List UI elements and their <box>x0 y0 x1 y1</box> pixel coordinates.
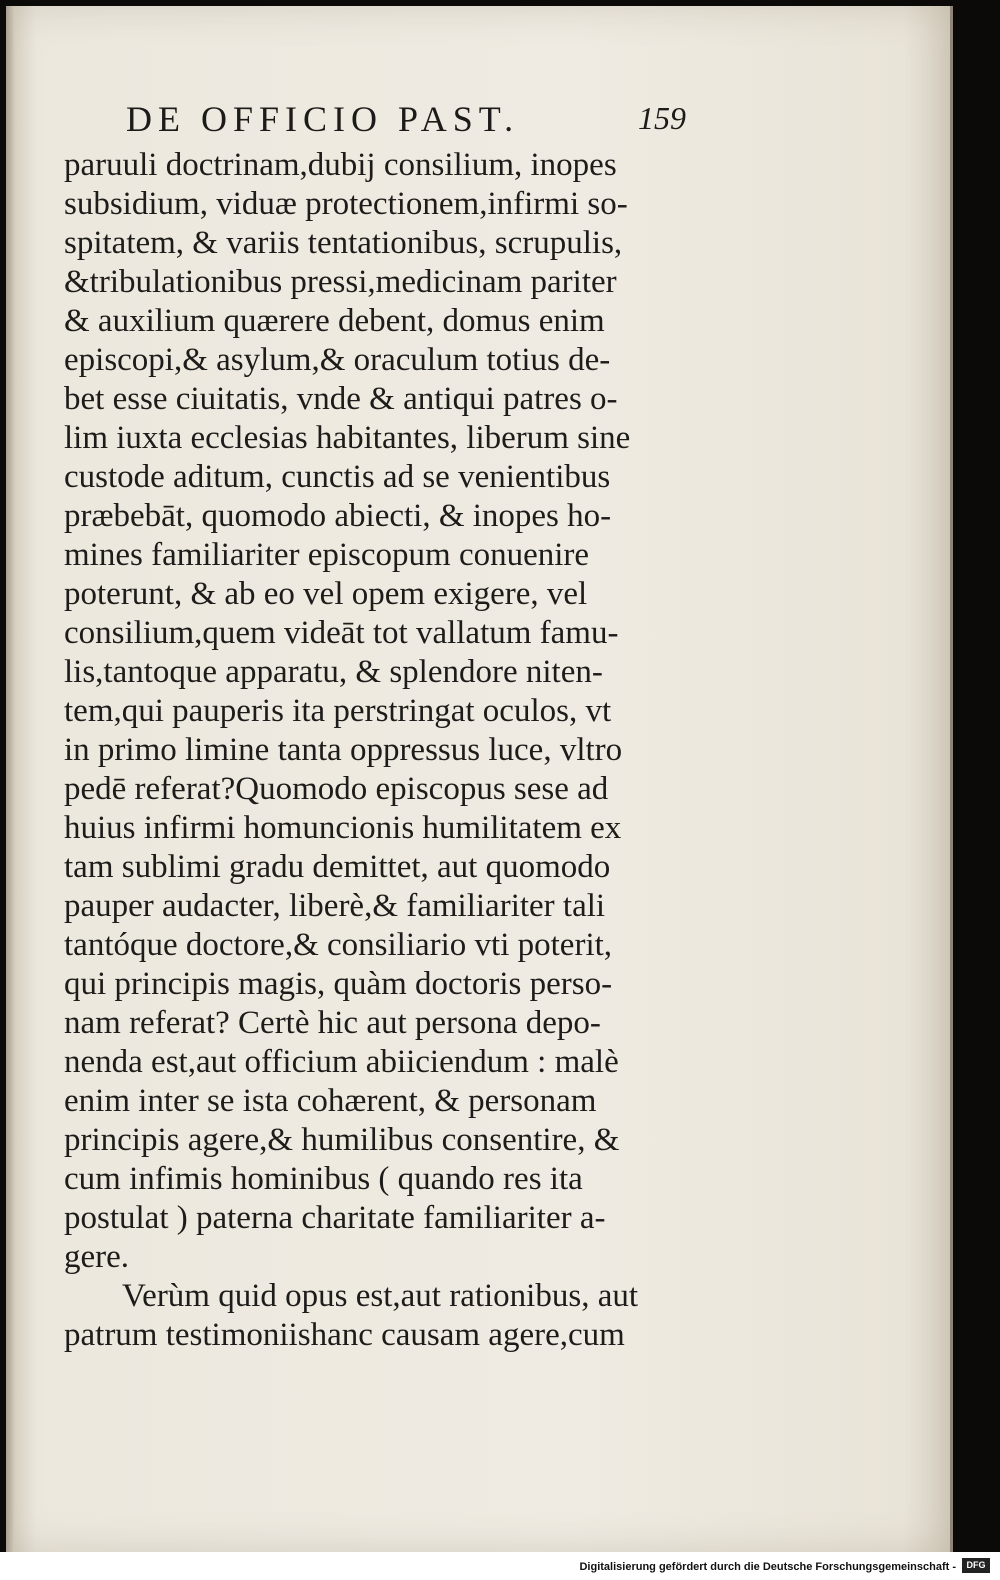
text-line: in primo limine tanta oppressus luce, vltro <box>64 732 623 768</box>
text-line: pedē referat?Quomodo episcopus sese ad <box>64 771 609 807</box>
dfg-logo: DFG <box>962 1558 990 1573</box>
text-line: qui principis magis, quàm doctoris perso- <box>64 966 613 1002</box>
text-line: tam sublimi gradu demittet, aut quomodo <box>64 849 611 885</box>
text-line: huius infirmi homuncionis humilitatem ex <box>64 810 622 846</box>
text-line: tantóque doctore,& consiliario vti poterit, <box>64 927 613 963</box>
text-line: nam referat? Certè hic aut persona depo- <box>64 1005 601 1041</box>
page-header <box>126 98 686 142</box>
page-gutter-edge <box>6 6 14 1552</box>
text-line: consilium,quem videāt tot vallatum famu- <box>64 615 619 651</box>
text-line: cum infimis hominibus ( quando res ita <box>64 1161 583 1197</box>
text-line: mines familiariter episcopum conuenire <box>64 537 590 573</box>
text-line: tem,qui pauperis ita perstringat oculos, vt <box>64 693 612 729</box>
page-number: 159 <box>638 100 686 136</box>
text-line: gere. <box>64 1239 130 1275</box>
text-line: custode aditum, cunctis ad se venientibus <box>64 459 611 495</box>
running-head: DE OFFICIO PAST. <box>126 99 520 139</box>
text-line: lim iuxta ecclesias habitantes, liberum sine <box>64 420 631 456</box>
digitization-credit-bar <box>0 1552 1000 1580</box>
text-line: spitatem, & variis tentationibus, scrupulis, <box>64 225 623 261</box>
text-line: & auxilium quærere debent, domus enim <box>64 303 605 339</box>
text-line: paruuli doctrinam,dubij consilium, inopes <box>64 147 617 183</box>
text-line: episcopi,& asylum,& oraculum totius de- <box>64 342 611 378</box>
text-line: lis,tantoque apparatu, & splendore niten- <box>64 654 603 690</box>
text-line: patrum testimoniishanc causam agere,cum <box>64 1317 625 1353</box>
body-text <box>64 146 714 1355</box>
text-line: præbebāt, quomodo abiecti, & inopes ho- <box>64 498 612 534</box>
text-line: nenda est,aut officium abiiciendum : malè <box>64 1044 619 1080</box>
text-line: poterunt, & ab eo vel opem exigere, vel <box>64 576 588 612</box>
text-line: &tribulationibus pressi,medicinam pariter <box>64 264 617 300</box>
book-page <box>6 6 953 1552</box>
text-line: principis agere,& humilibus consentire, & <box>64 1122 620 1158</box>
text-line: enim inter se ista cohærent, & personam <box>64 1083 597 1119</box>
funding-credit: Digitalisierung gefördert durch die Deutsche Forschungsgemeinschaft - <box>579 1561 956 1573</box>
text-line: postulat ) paterna charitate familiariter a- <box>64 1200 606 1236</box>
paragraph-start-line: Verùm quid opus est,aut rationibus, aut <box>122 1278 639 1314</box>
text-line: subsidium, viduæ protectionem,infirmi so- <box>64 186 628 222</box>
text-line: pauper audacter, liberè,& familiariter tali <box>64 888 606 924</box>
text-line: bet esse ciuitatis, vnde & antiqui patres o- <box>64 381 618 417</box>
